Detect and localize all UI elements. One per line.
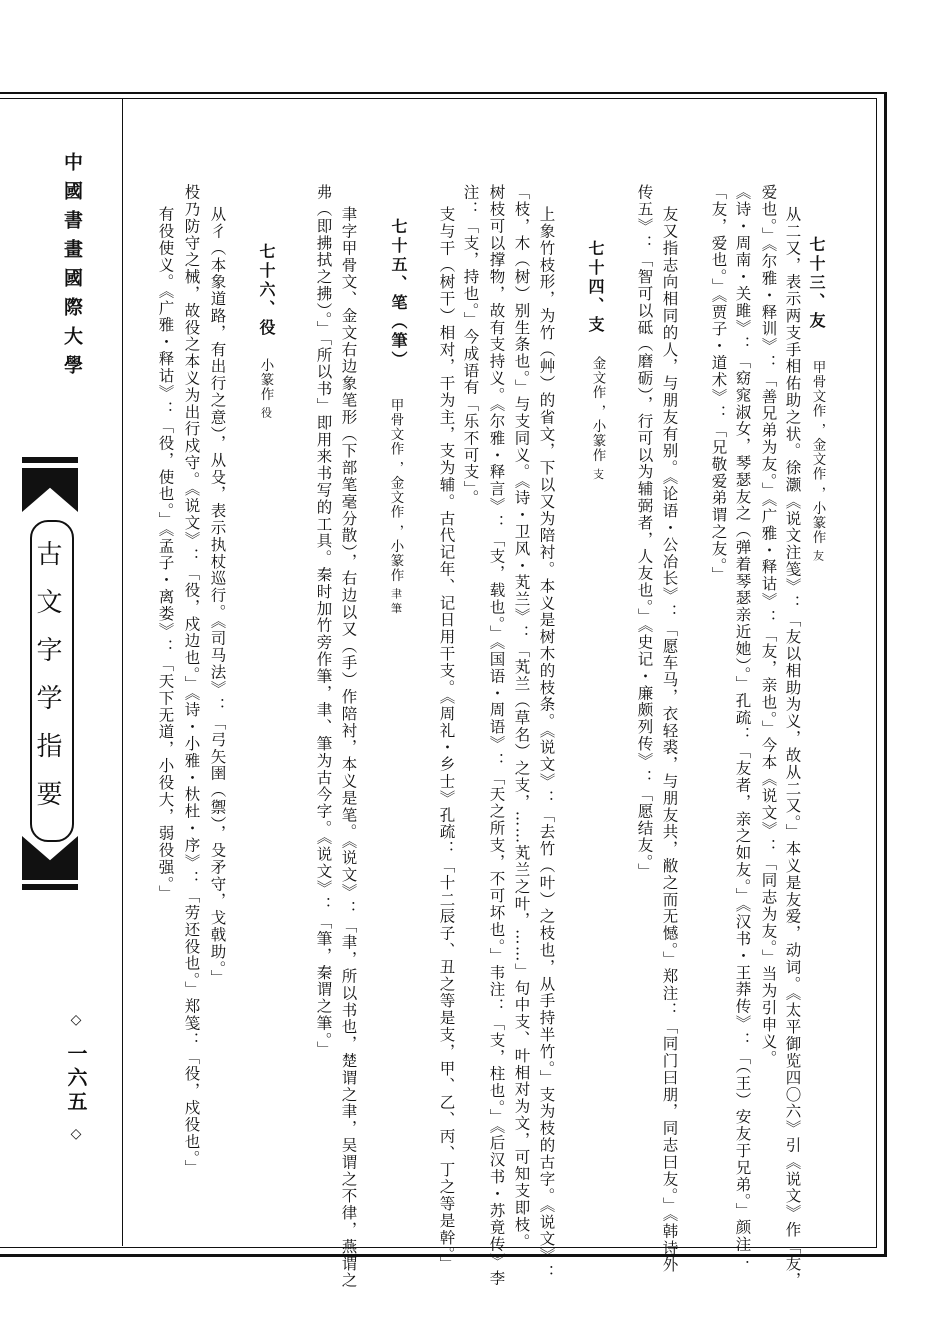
text-column: 杸乃防守之械，故役之本义为出行戍守。《说文》：「役，戍边也。」《诗・小雅・杕杜・序》：「劳还役也。」郑笺：「役，戍役也。」 [182,184,201,1177]
margin-divider [122,98,123,1246]
entry-heading: 七十六、役 [257,243,276,338]
entry-forms-note: 金文作 ，小篆作 支 [589,356,606,480]
entry-heading: 七十三、友 [807,236,826,331]
diamond-icon: ◇ [68,1012,84,1032]
text-column: 注：「支，持也。」今成语有「乐不可支」。 [461,184,480,507]
seal-script-glyph: 支 [591,468,605,480]
seal-script-glyph: 友 [811,549,825,561]
text-column: 传五》：「智可以砥（磨砺），行可以为辅弼者，人友也。」《史记・廉颇列传》：「愿结友。」 [635,184,654,880]
university-name: 中國書畫國際大學 [61,152,83,384]
entry-forms-note: 甲骨文作 ，金文作 ，小篆作 聿 筆 [387,398,404,614]
text-column: 从二又，表示两支手相佑助之状。徐灏《说文注笺》：「友以相助为义，故从二又。」本义是友爱，动词。《太平御览四〇六》引《说文》作「友， [783,206,802,1289]
entry-forms-note: 甲骨文作 ，金文作 ，小篆作 友 [809,360,826,561]
page-number-block [66,1012,86,1146]
text-column: 「友，爱也。」《贾子・道术》：「兄敬爱弟谓之友。」 [709,184,728,584]
text-column: 树枝可以撑物，故有支持义。《尔雅・释言》：「支，载也。」《国语・周语》：「天之所支，不可坏也。」韦注：「支，柱也。」《后汉书・苏竟传》李 [487,184,506,1287]
entry-forms-note: 小篆作 役 [257,358,274,418]
text-column: 支与干（树干）相对，干为主，支为辅。古代记年、记日用干支。《周礼・乡士》孔疏：「十二辰子、丑之等是支，甲、乙、丙、丁之等是幹。」 [437,206,456,1273]
entry-heading: 七十五、笔（筆） [389,218,408,370]
text-column: 爱也。」《尔雅・释训》：「善兄弟为友。」《广雅・释诂》：「友，亲也。」今本《说文》：「同志为友。」当为引申义。 [759,184,778,1067]
text-column: 友又指志向相同的人，与朋友有别。《论语・公冶长》：「愿车马，衣轻裘，与朋友共，敝之而无憾。」郑注：「同门曰朋，同志曰友。」《韩诗外 [660,206,679,1274]
diamond-icon: ◇ [68,1125,84,1146]
text-column: 上象竹枝形，为竹（艸）的省文，下以又为陪衬。本义是树木的枝条。《说文》：「去竹（叶）之枝也，从手持半竹。」支为枝的古字。《说文》： [537,206,556,1282]
text-column: 《诗・周南・关雎》：「窈窕淑女，琴瑟友之（弹着琴瑟亲近她）。」孔疏：「友者，亲之如友。」《汉书・王莽传》：「（王）安友于兄弟。」颜注： [733,184,752,1270]
text-column: 有役使义。《广雅・释诂》：「役，使也。」《孟子・离娄》：「天下无道，小役大，弱役强。」 [156,206,175,902]
banner-rule-top [22,457,78,463]
book-title: 古文字学指要 [32,540,62,828]
text-column: 「枝，木（树）别生条也。」与支同义。《诗・卫风・芄兰》：「芄兰（草名）之支，……芄兰之叶，……」句中支、叶相对为文，可知支即枝。 [512,184,531,1251]
text-column: 从彳（本象道路，有出行之意），从殳，表示执杖巡行。《司马法》：「弓矢圉（禦），殳矛守，戈戟助。」 [208,206,227,987]
seal-script-glyph: 役 [259,406,273,418]
text-column: 聿字甲骨文、金文右边象笔形（下部笔毫分散），右边以又（手）作陪衬，本义是笔。《说文》：「聿，所以书也，楚谓之聿，吴谓之不律，燕谓之 [339,206,358,1289]
seal-script-glyph: 聿 筆 [389,587,403,614]
text-column: 弗（即拂拭之拂）。」「所以书」即用来书写的工具。秦时加竹旁作筆，聿、筆为古今字。《说文》：「筆，秦谓之筆。」 [314,184,333,1058]
page-number: 一六五 [64,1042,88,1115]
entry-heading: 七十四、支 [586,240,605,335]
banner-rule-bottom [22,884,78,890]
